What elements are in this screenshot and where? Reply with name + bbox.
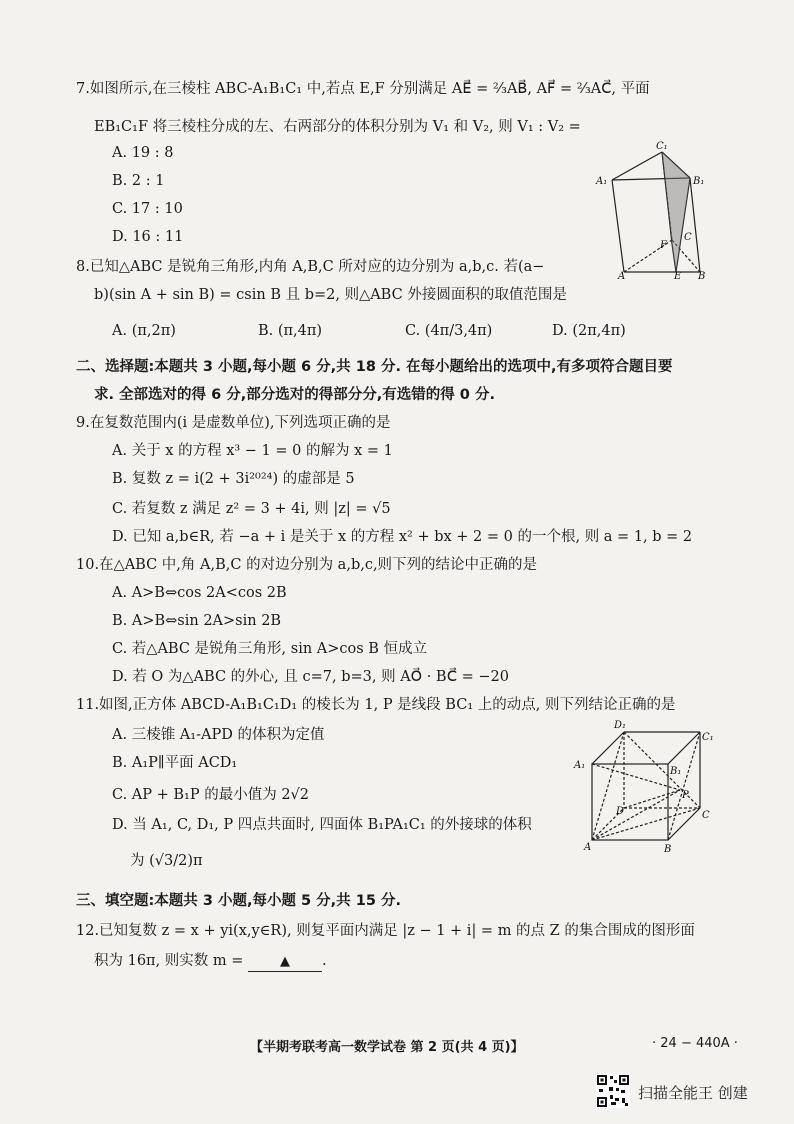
fig7-label-f: F	[660, 240, 667, 251]
q7-option-c: C. 17 : 10	[112, 201, 183, 217]
cube-figure	[570, 718, 720, 858]
section3-line: 三、填空题:本题共 3 小题,每小题 5 分,共 15 分.	[76, 893, 401, 909]
q11-option-c: C. AP + B₁P 的最小值为 2√2	[112, 787, 310, 803]
footer-code: · 24 − 440A ·	[652, 1036, 738, 1051]
q9-option-c: C. 若复数 z 满足 z² = 3 + 4i, 则 |z| = √5	[112, 501, 391, 517]
section2-line1: 二、选择题:本题共 3 小题,每小题 6 分,共 18 分. 在每小题给出的选项中,有多项符合题目要	[76, 359, 673, 375]
fig11-label-c1: C₁	[702, 732, 714, 743]
q11-option-b: B. A₁P∥平面 ACD₁	[112, 755, 238, 771]
q10-stem: 10.在△ABC 中,角 A,B,C 的对边分别为 a,b,c,则下列的结论中正确的是	[76, 557, 538, 573]
q7-option-a: A. 19 : 8	[112, 145, 174, 161]
q12-stem-text: 积为 16π, 则实数 m =	[94, 953, 244, 969]
q7-stem-line1: 7.如图所示,在三棱柱 ABC-A₁B₁C₁ 中,若点 E,F 分别满足 AE⃗ = ²⁄₃AB⃗, AF⃗ = ²⁄₃AC⃗, 平面	[76, 81, 650, 97]
q12-stem-line1: 12.已知复数 z = x + yi(x,y∈R), 则复平面内满足 |z − 1 + i| = m 的点 Z 的集合围成的图形面	[76, 923, 695, 939]
fig11-label-a1: A₁	[574, 760, 586, 771]
q8-option-a: A. (π,2π)	[112, 323, 176, 339]
fig11-label-a: A	[584, 842, 592, 853]
q9-stem: 9.在复数范围内(i 是虚数单位),下列选项正确的是	[76, 415, 391, 431]
q8-stem-line2: b)(sin A + sin B) = csin B 且 b=2, 则△ABC 外接圆面积的取值范围是	[94, 287, 567, 303]
q12-end-period: .	[322, 953, 327, 969]
q7-option-b: B. 2 : 1	[112, 173, 165, 189]
fig11-label-b1: B₁	[670, 766, 682, 777]
fig11-label-d1: D₁	[614, 720, 627, 731]
fig11-label-c: C	[702, 810, 710, 821]
prism-figure	[590, 140, 720, 280]
q8-stem-line1: 8.已知△ABC 是锐角三角形,内角 A,B,C 所对应的边分别为 a,b,c. 若(a−	[76, 259, 545, 275]
fig11-label-b: B	[664, 844, 672, 855]
q8-option-d: D. (2π,4π)	[552, 323, 626, 339]
q11-option-a: A. 三棱锥 A₁-APD 的体积为定值	[112, 727, 325, 743]
watermark-text: 扫描全能王 创建	[638, 1084, 748, 1102]
fig11-label-d: D	[616, 806, 625, 817]
fig11-label-p: P	[682, 790, 689, 801]
footer-title: 【半期考联考高一数学试卷 第 2 页(共 4 页)】	[250, 1040, 524, 1055]
q9-option-b: B. 复数 z = i(2 + 3i²⁰²⁴) 的虚部是 5	[112, 471, 355, 487]
q10-option-a: A. A>B⇔cos 2A<cos 2B	[112, 585, 287, 601]
qr-code-icon	[596, 1074, 630, 1108]
q11-stem: 11.如图,正方体 ABCD-A₁B₁C₁D₁ 的棱长为 1, P 是线段 BC₁ 上的动点, 则下列结论正确的是	[76, 697, 676, 713]
q10-option-d: D. 若 O 为△ABC 的外心, 且 c=7, b=3, 则 AO⃗ · BC⃗ = −20	[112, 669, 509, 685]
q11-option-d-cont: 为 (√3/2)π	[130, 853, 203, 869]
fig7-label-e: E	[674, 271, 682, 280]
q10-option-b: B. A>B⇔sin 2A>sin 2B	[112, 613, 282, 629]
fig7-label-a: A	[618, 271, 626, 280]
fig7-label-b1: B₁	[693, 176, 705, 187]
q8-option-c: C. (4π/3,4π)	[405, 323, 493, 339]
q11-option-d: D. 当 A₁, C, D₁, P 四点共面时, 四面体 B₁PA₁C₁ 的外接球的体积	[112, 817, 532, 833]
q9-option-a: A. 关于 x 的方程 x³ − 1 = 0 的解为 x = 1	[112, 443, 393, 459]
q12-answer-blank[interactable]: ▲	[248, 953, 322, 972]
section2-line2: 求. 全部选对的得 6 分,部分选对的得部分分,有选错的得 0 分.	[94, 387, 495, 403]
q10-option-c: C. 若△ABC 是锐角三角形, sin A>cos B 恒成立	[112, 641, 428, 657]
q7-option-d: D. 16 : 11	[112, 229, 184, 245]
q9-option-d: D. 已知 a,b∈R, 若 −a + i 是关于 x 的方程 x² + bx + 2 = 0 的一个根, 则 a = 1, b = 2	[112, 529, 693, 545]
q8-option-b: B. (π,4π)	[258, 323, 323, 339]
q7-stem-line2: EB₁C₁F 将三棱柱分成的左、右两部分的体积分别为 V₁ 和 V₂, 则 V₁ : V₂ =	[94, 119, 581, 135]
fig7-label-a1: A₁	[596, 176, 608, 187]
fig7-label-c: C	[684, 232, 692, 243]
q12-stem-line2	[94, 952, 327, 972]
fig7-label-b: B	[698, 271, 706, 280]
fig7-label-c1: C₁	[656, 141, 668, 152]
